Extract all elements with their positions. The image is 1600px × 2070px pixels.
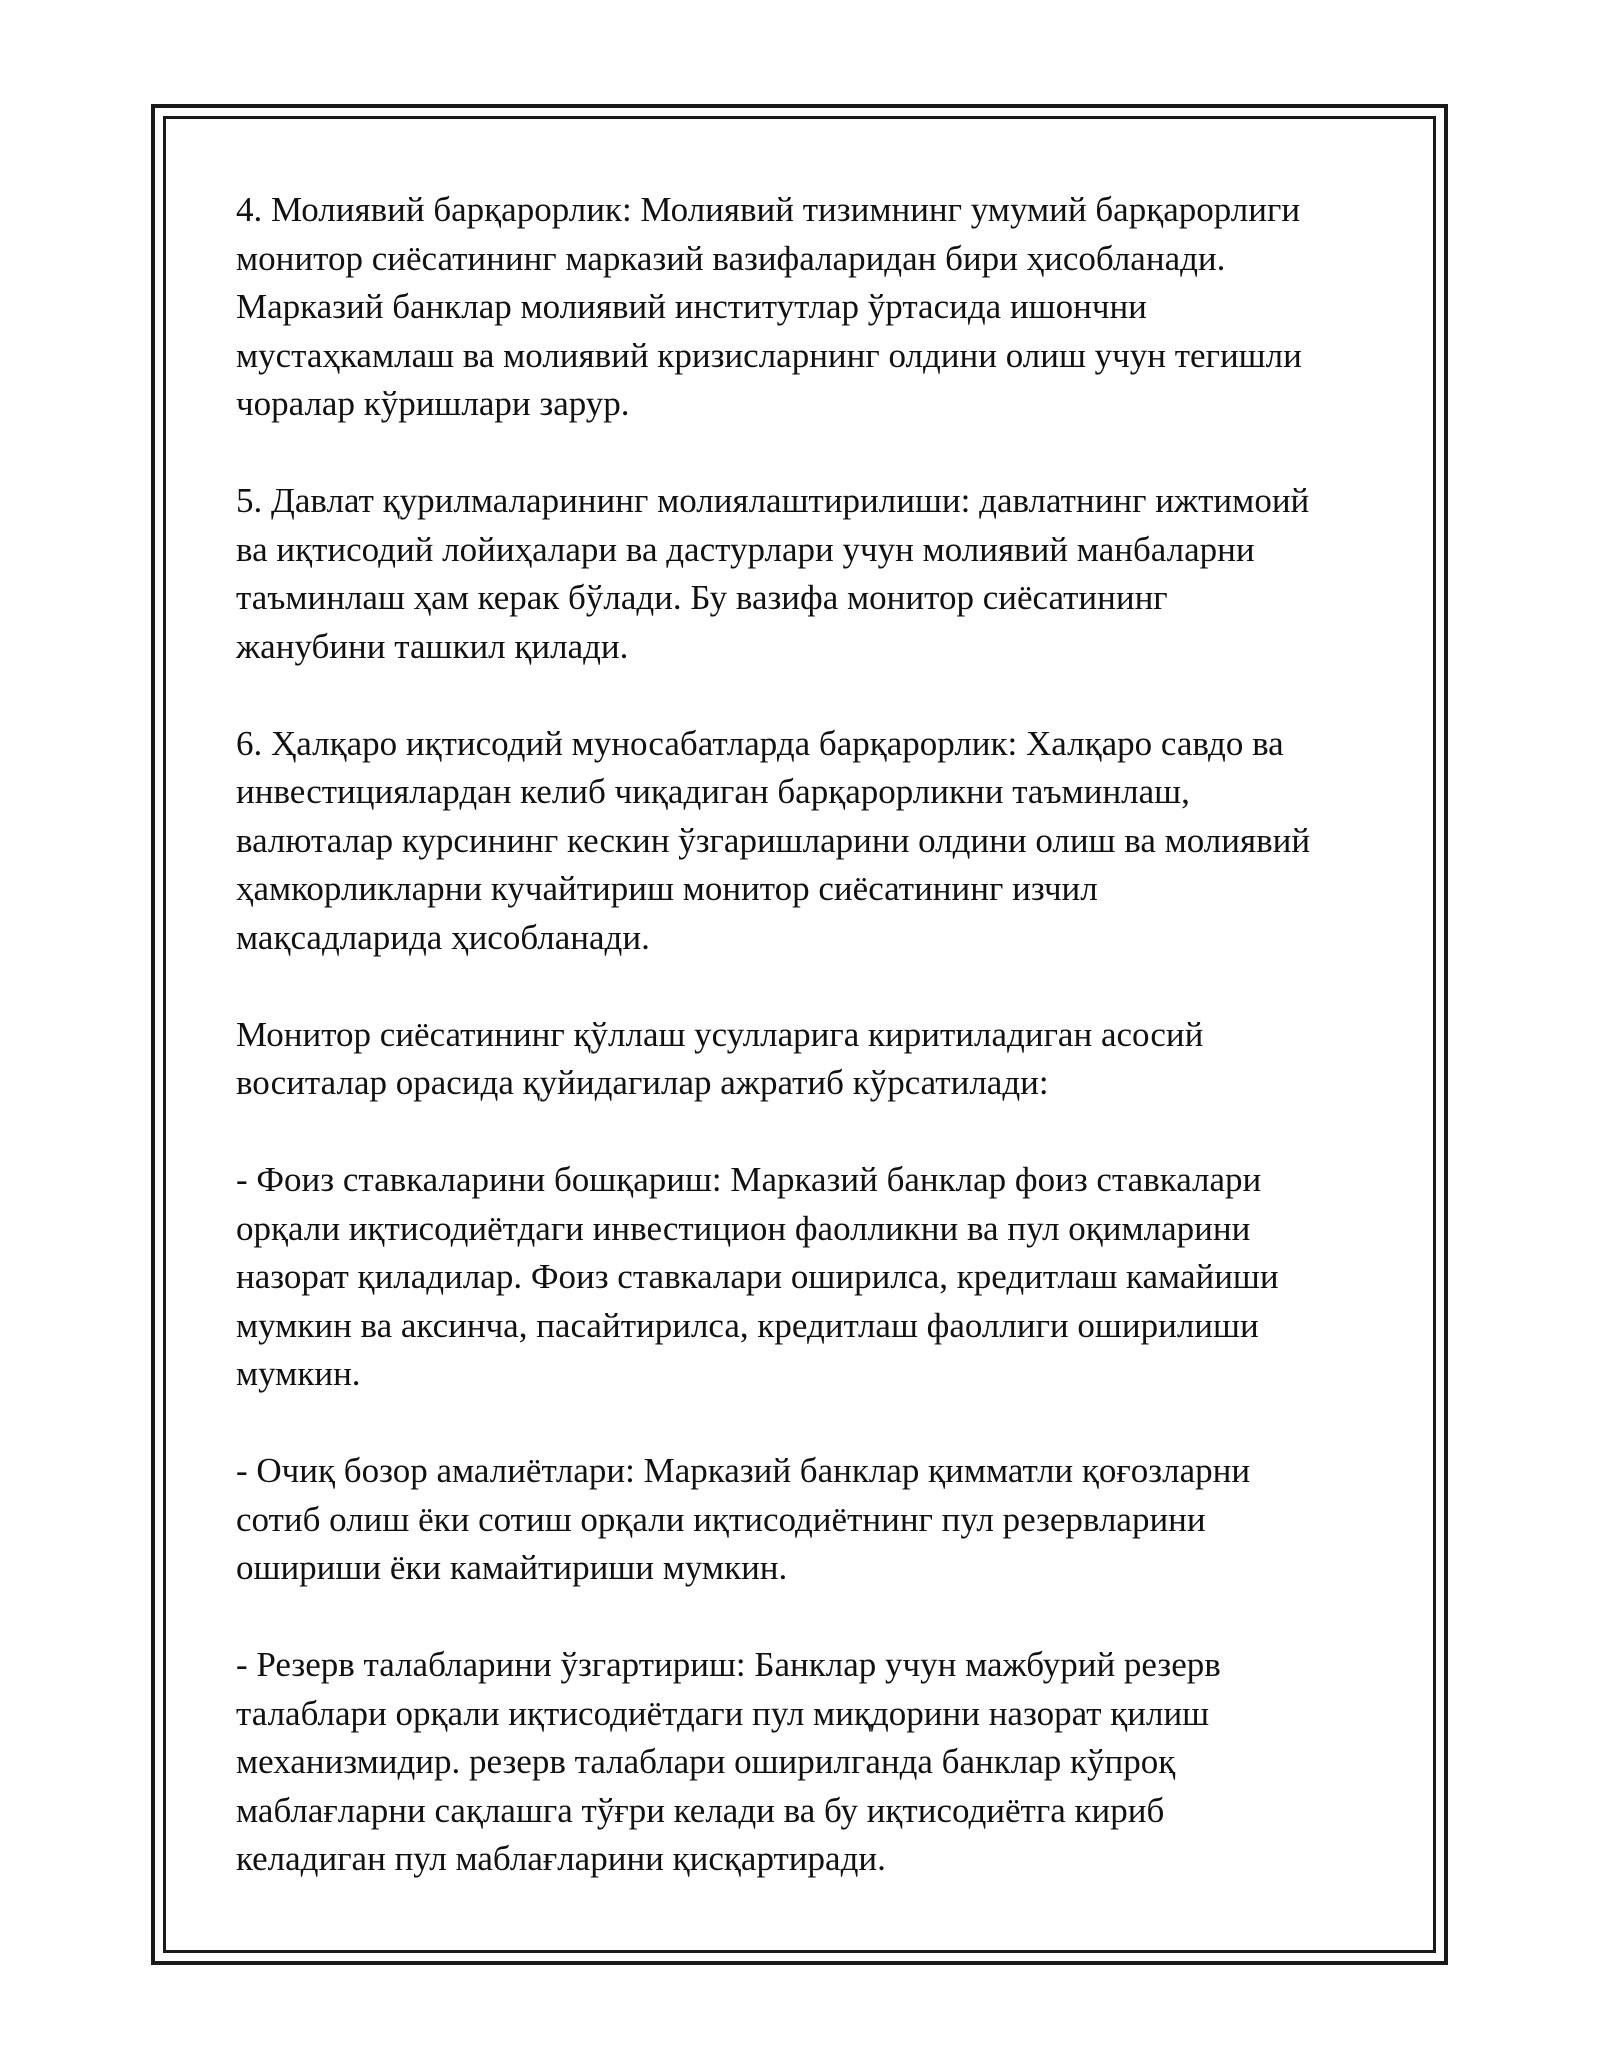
paragraph-international-stability: 6. Ҳалқаро иқтисодий муносабатларда барқарорлик: Халқаро савдо ва инвестициялардан келиб чиқадиган барқарорликни таъминлаш, валюталар курсининг кескин ўзгаришларини олдини олиш ва молиявий ҳамкорликларни кучайтириш монитор сиёсатининг изчил мақсадларида ҳисобланади. xyxy=(236,723,1311,957)
paragraph-tools-intro: Монитор сиёсатининг қўллаш усулларига киритиладиган асосий воситалар орасида қуйидагилар ажратиб кўрсатилади: xyxy=(236,1014,1204,1102)
paragraph-open-market: - Очиқ бозор амалиётлари: Марказий банклар қимматли қоғозларни сотиб олиш ёки сотиш орқали иқтисодиётнинг пул резервларини ошириши ёки камайтириши мумкин. xyxy=(236,1451,1251,1587)
paragraph-interest-rates: - Фоиз ставкаларини бошқариш: Марказий банклар фоиз ставкалари орқали иқтисодиётдаги инвестицион фаолликни ва пул оқимларини назорат қиладилар. Фоиз ставкалари оширилса, кредитлаш камайиши мумкин ва аксинча, пасайтирилса, кредитлаш фаоллиги оширилиши мумкин. xyxy=(236,1160,1279,1393)
document-body xyxy=(236,186,1376,1884)
paragraph-reserve-requirements: - Резерв талабларини ўзгартириш: Банклар учун мажбурий резерв талаблари орқали иқтисодиётдаги пул миқдорини назорат қилиш механизмидир. резерв талаблари оширилганда банклар кўпроқ маблағларни сақлашга тўғри келади ва бу иқтисодиётга кириб келадиган пул маблағларини қисқартиради. xyxy=(236,1645,1221,1878)
paragraph-state-financing: 5. Давлат қурилмаларининг молиялаштирилиши: давлатнинг ижтимоий ва иқтисодий лойиҳалари ва дастурлари учун молиявий манбаларни таъминлаш ҳам керак бўлади. Бу вазифа монитор сиёсатининг жанубини ташкил қилади. xyxy=(236,481,1310,666)
paragraph-financial-stability: 4. Молиявий барқарорлик: Молиявий тизимнинг умумий барқарорлиги монитор сиёсатининг марказий вазифаларидан бири ҳисобланади. Марказий банклар молиявий институтлар ўртасида ишончни мустаҳкамлаш ва молиявий кризисларнинг олдини олиш учун тегишли чоралар кўришлари зарур. xyxy=(236,190,1302,423)
